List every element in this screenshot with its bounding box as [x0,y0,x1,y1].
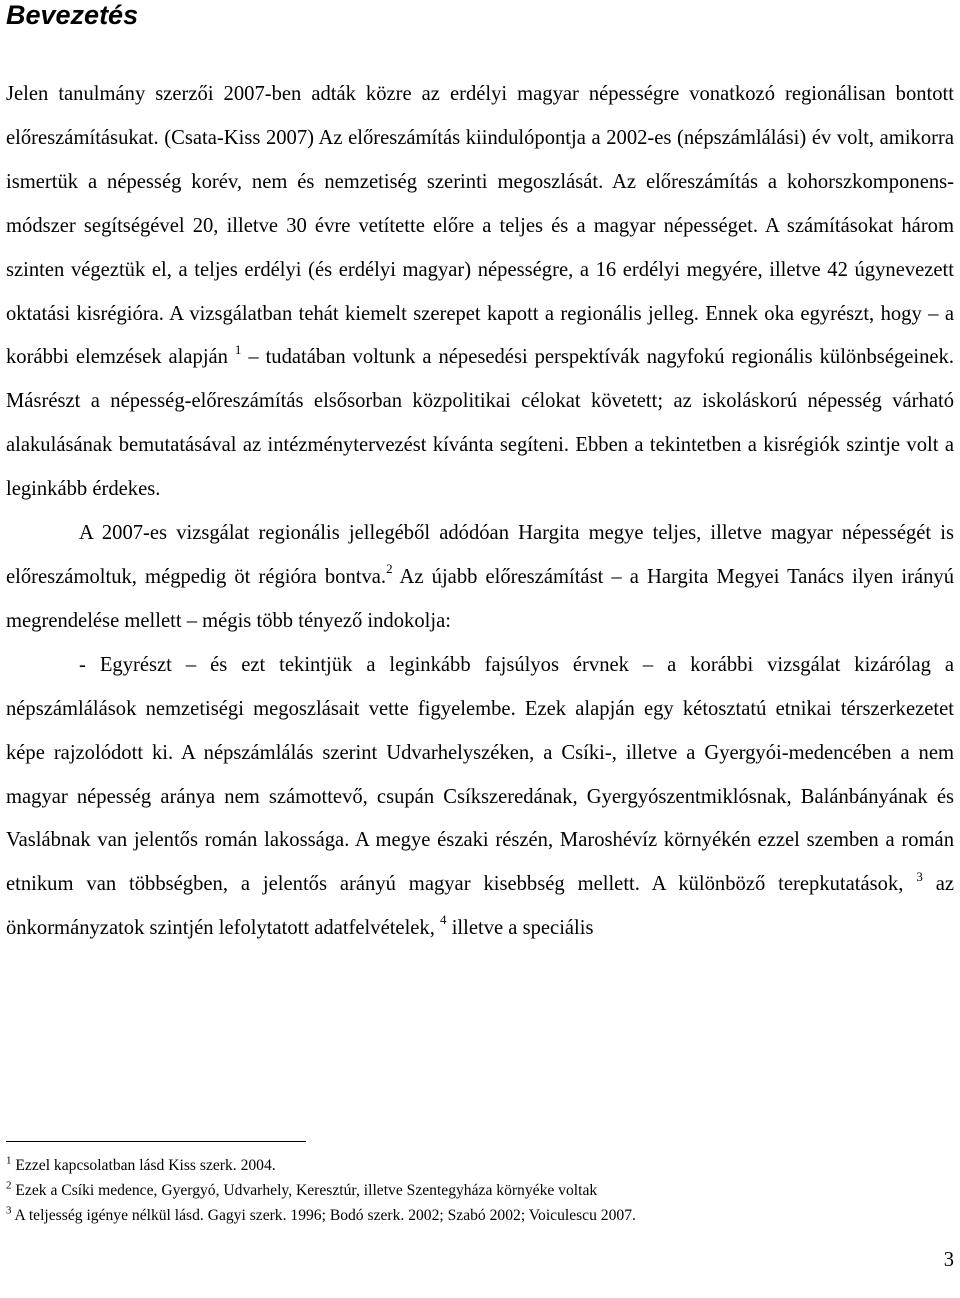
paragraph-2-text-a: A 2007-es vizsgálat regionális jellegéből adódóan Hargita megye teljes, illetve magyar népességét is előreszámoltuk, mégpedig öt régióra bontva. [6,522,954,588]
paragraph-3 [6,644,954,951]
footnote-text: A teljesség igénye nélkül lásd. Gagyi szerk. 1996; Bodó szerk. 2002; Szabó 2002; Voiculescu 2007. [14,1207,636,1224]
footnote-3 [6,1203,954,1228]
footnote-1 [6,1153,954,1178]
footnote-number: 2 [6,1179,12,1192]
footnote-ref-3[interactable]: 3 [916,868,923,884]
paragraph-2 [6,512,954,644]
paragraph-1-text-b: – tudatában voltunk a népesedési perspektívák nagyfokú regionális különbségeinek. Másrészt a népesség-előreszámítás elsősorban közpolitikai célokat követett; az iskoláskorú népesség várható alakulásának bemutatásával az intézménytervezést kívánta segíteni. Ebben a tekintetben a kisrégiók szintje volt a leginkább érdekes. [6,346,954,501]
footnote-ref-1[interactable]: 1 [234,341,242,357]
footnotes [6,1153,954,1228]
paragraph-3-text-c: illetve a speciális [446,917,594,940]
footnote-ref-2[interactable]: 2 [386,561,393,577]
paragraph-1-text-a: Jelen tanulmány szerzői 2007-ben adták közre az erdélyi magyar népességre vonatkozó regionálisan bontott előreszámításukat. (Csata-Kiss 2007) Az előreszámítás kiindulópontja a 2002-es (népszámlálási) év volt, amikorra ismertük a népesség korév, nem és nemzetiség szerinti megoszlását. Az előreszámítás a kohorszkomponens-módszer segítségével 20, illetve 30 évre vetítette előre a teljes és a magyar népességet. A számításokat három szinten végeztük el, a teljes erdélyi (és erdélyi magyar) népességre, a 16 erdélyi megyére, illetve 42 úgynevezett oktatási kisrégióra. A vizsgálatban tehát kiemelt szerepet kapott a regionális jelleg. Ennek oka egyrészt, hogy – a korábbi elemzések alapján [6,83,954,369]
body-text [6,73,954,951]
paragraph-1 [6,73,954,512]
page-number: 3 [943,1249,954,1271]
footnote-separator [6,1141,306,1142]
paragraph-2-text-b: Az újabb előreszámítást – a Hargita Megyei Tanács ilyen irányú megrendelése mellett – mégis több tényező indokolja: [6,565,954,632]
footnote-number: 1 [6,1154,12,1167]
footnote-2 [6,1178,954,1203]
footnote-number: 3 [6,1204,12,1217]
paragraph-3-text-b: az önkormányzatok szintjén lefolytatott adatfelvételek, [6,873,954,940]
section-heading: Bevezetés [6,0,139,30]
paragraph-3-text-a: - Egyrészt – és ezt tekintjük a leginkább fajsúlyos érvnek – a korábbi vizsgálat kizárólag a népszámlálások nemzetiségi megoszlásait vette figyelembe. Ezek alapján egy kétosztatú etnikai térszerkezetet képe rajzolódott ki. A népszámlálás szerint Udvarhelyszéken, a Csíki-, illetve a Gyergyói-medencében a nem magyar népesség aránya nem számottevő, csupán Csíkszeredának, Gyergyószentmiklósnak, Balánbányának és Vaslábnak van jelentős román lakossága. A megye északi részén, Maroshévíz környékén ezzel szemben a román etnikum van többségben, a jelentős arányú magyar kisebbség mellett. A különböző terepkutatások, [6,653,954,896]
footnote-ref-4[interactable]: 4 [440,912,447,928]
footnote-text: Ezzel kapcsolatban lásd Kiss szerk. 2004. [15,1157,276,1174]
footnote-text: Ezek a Csíki medence, Gyergyó, Udvarhely, Keresztúr, illetve Szentegyháza környéke voltak [15,1182,598,1199]
